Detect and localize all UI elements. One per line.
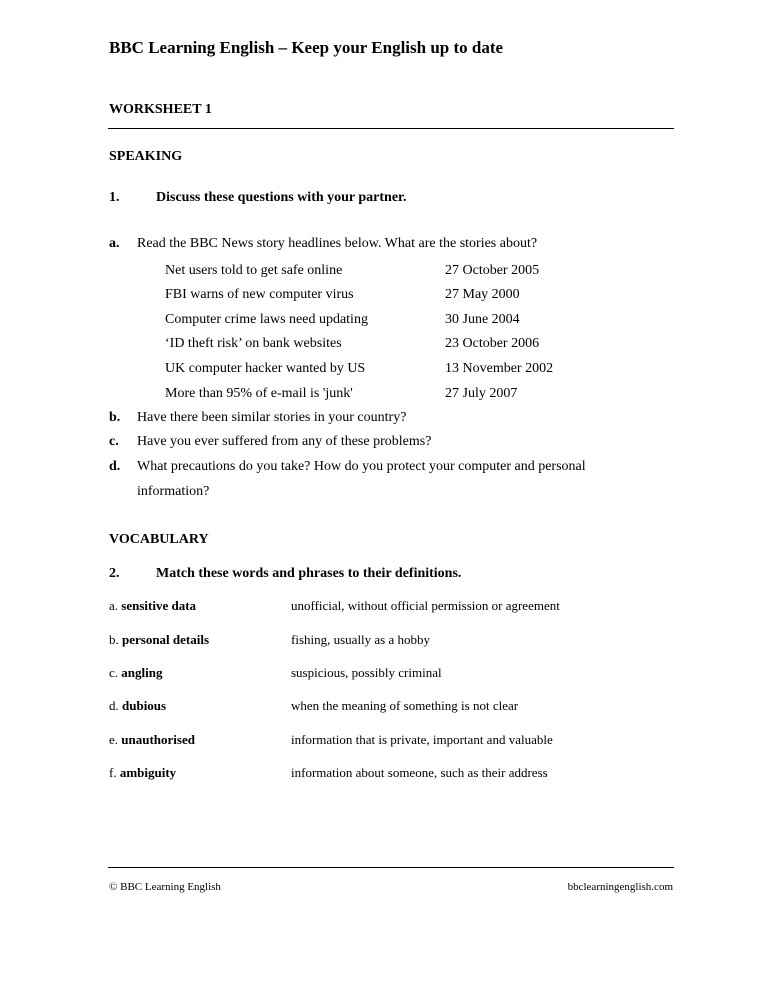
vocab-term: dubious bbox=[122, 698, 167, 713]
headline-date: 13 November 2002 bbox=[445, 361, 554, 376]
vocab-term: sensitive data bbox=[121, 598, 197, 613]
headline: FBI warns of new computer virus bbox=[165, 287, 354, 302]
item-label-b: b. bbox=[109, 410, 121, 425]
page-title: BBC Learning English – Keep your English up to date bbox=[109, 38, 504, 57]
vocab-letter: e. bbox=[109, 732, 119, 747]
item-label-d: d. bbox=[109, 459, 121, 474]
worksheet-label: WORKSHEET 1 bbox=[109, 102, 212, 117]
vocab-term: angling bbox=[121, 665, 163, 680]
header-divider bbox=[108, 128, 674, 129]
question-instruction: Match these words and phrases to their definitions. bbox=[156, 566, 462, 581]
vocab-term: personal details bbox=[122, 632, 210, 647]
vocab-term-row bbox=[109, 632, 209, 648]
vocab-term-row bbox=[109, 732, 195, 748]
question-number: 1. bbox=[109, 190, 120, 205]
vocab-term-row bbox=[109, 698, 166, 714]
headline-date: 27 July 2007 bbox=[445, 386, 518, 401]
footer-divider bbox=[108, 867, 674, 868]
vocab-definition: information about someone, such as their address bbox=[291, 765, 548, 780]
item-text-c: Have you ever suffered from any of these problems? bbox=[137, 434, 432, 449]
vocabulary-heading: VOCABULARY bbox=[109, 532, 209, 547]
question-number: 2. bbox=[109, 566, 120, 581]
vocab-term: ambiguity bbox=[119, 765, 177, 780]
item-text-d-continued: information? bbox=[137, 484, 210, 499]
headline: Net users told to get safe online bbox=[165, 263, 343, 278]
headline-date: 27 May 2000 bbox=[445, 287, 520, 302]
vocab-letter: a. bbox=[109, 598, 119, 613]
vocab-term-row bbox=[109, 598, 196, 614]
headline-date: 23 October 2006 bbox=[445, 336, 540, 351]
vocab-term-row bbox=[109, 765, 176, 781]
headline-date: 30 June 2004 bbox=[445, 312, 520, 327]
vocab-definition: unofficial, without official permission or agreement bbox=[291, 598, 560, 613]
vocab-definition: when the meaning of something is not clear bbox=[291, 698, 519, 713]
speaking-heading: SPEAKING bbox=[109, 149, 183, 164]
vocab-letter: c. bbox=[109, 665, 119, 680]
vocab-letter: d. bbox=[109, 698, 119, 713]
headline: ‘ID theft risk’ on bank websites bbox=[165, 336, 342, 351]
item-label-c: c. bbox=[109, 434, 119, 449]
vocab-letter: f. bbox=[109, 765, 117, 780]
headline-date: 27 October 2005 bbox=[445, 263, 540, 278]
item-text-a: Read the BBC News story headlines below. What are the stories about? bbox=[137, 236, 538, 251]
item-label-a: a. bbox=[109, 236, 120, 251]
question-instruction: Discuss these questions with your partner. bbox=[156, 190, 407, 205]
vocab-definition: fishing, usually as a hobby bbox=[291, 632, 431, 647]
headline: More than 95% of e-mail is 'junk' bbox=[165, 386, 353, 401]
item-text-d: What precautions do you take? How do you protect your computer and personal bbox=[137, 459, 586, 474]
footer-copyright: © BBC Learning English bbox=[109, 881, 221, 893]
vocab-term: unauthorised bbox=[121, 732, 195, 747]
footer-website: bbclearningenglish.com bbox=[567, 881, 673, 893]
vocab-definition: information that is private, important and valuable bbox=[291, 732, 553, 747]
item-text-b: Have there been similar stories in your country? bbox=[137, 410, 407, 425]
vocab-term-row bbox=[109, 665, 162, 681]
vocab-definition: suspicious, possibly criminal bbox=[291, 665, 442, 680]
headline: Computer crime laws need updating bbox=[165, 312, 368, 327]
headline: UK computer hacker wanted by US bbox=[165, 361, 366, 376]
vocab-letter: b. bbox=[109, 632, 119, 647]
